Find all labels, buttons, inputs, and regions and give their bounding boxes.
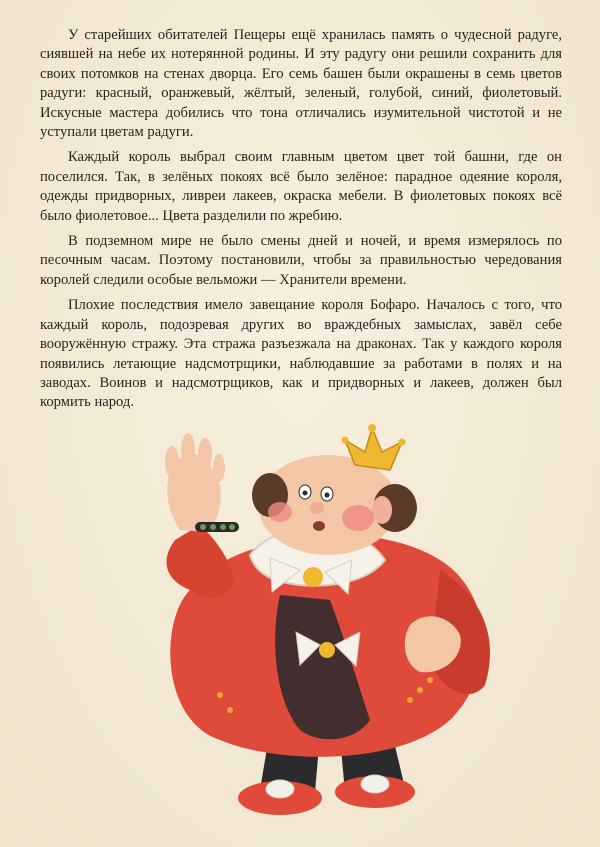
paragraph: У старейших обитателей Пещеры ещё хранилась память о чудесной радуге, сиявшей на небе их нотерянной родины. И эту радугу они решили сохранить для своих потомков на стенах дворца. Его семь башен были окрашены в семь цветов радуги: красный, оранжевый, жёлтый, зеленый, голубой, синий, фиолетовый. Искусные мастера добились что тона отличались изумительной чистотой и не уступали цветам радуги. [40,27,562,141]
king-ear [372,496,392,524]
king-illustration [120,420,540,825]
king-cheek [342,505,374,531]
king-cheek [268,502,292,522]
paragraph: Каждый король выбрал своим главным цветом цвет той башни, где он поселился. Так, в зелёных покоях всё было зелёное: парадное одеяние короля, одежды придворных, ливреи лакеев, окраска мебели. В фиолетовых покоях всё было фиолетовое... Цвета разделили по жребию. [40,149,562,224]
story-text [40,26,562,419]
king-nose [310,502,324,514]
paragraph: Плохие последствия имело завещание короля Бофаро. Началось с того, что каждый король, подозревая других во враждебных замыслах, завёл себе вооружённую стражу. Эта стража разъезжала на драконах. Так у каждого короля появились летающие надсмотрщики, наблюдавшие за работами в полях и на заводах. Воинов и надсмотрщиков, как и придворных и лакеев, должен был кормить народ. [40,297,562,411]
king-mouth [313,521,325,531]
paragraph: В подземном мире не было смены дней и ночей, и время измерялось по песочным часам. Поэтому постановили, чтобы за правильностью чередования королей следили особые вельможи — Хранители времени. [40,233,562,288]
king-left-arm [167,525,235,598]
